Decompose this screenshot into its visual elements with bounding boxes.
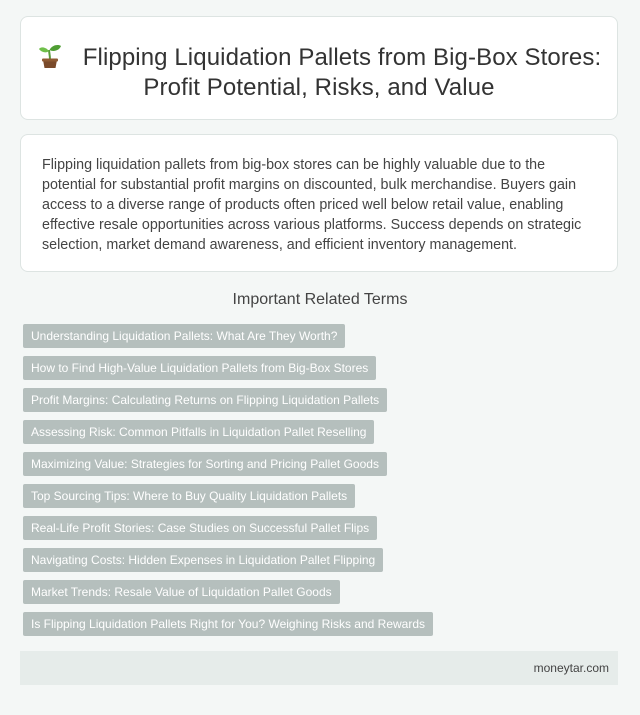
related-term[interactable]: Maximizing Value: Strategies for Sorting and Pricing Pallet Goods [23, 452, 387, 476]
related-term[interactable]: Is Flipping Liquidation Pallets Right for You? Weighing Risks and Rewards [23, 612, 433, 636]
description-card [20, 134, 618, 272]
related-term[interactable]: Market Trends: Resale Value of Liquidation Pallet Goods [23, 580, 340, 604]
related-term[interactable]: Understanding Liquidation Pallets: What Are They Worth? [23, 324, 345, 348]
sprout-icon [37, 43, 63, 69]
footer-site-link[interactable]: moneytar.com [533, 661, 609, 675]
related-term[interactable]: Real-Life Profit Stories: Case Studies on Successful Pallet Flips [23, 516, 377, 540]
related-terms-list [23, 324, 433, 644]
page-title-text: Flipping Liquidation Pallets from Big-Box Stores: Profit Potential, Risks, and Value [82, 44, 602, 101]
related-term[interactable]: How to Find High-Value Liquidation Pallets from Big-Box Stores [23, 356, 376, 380]
title-card [20, 16, 618, 120]
description-text: Flipping liquidation pallets from big-box stores can be highly valuable due to the potential for substantial profit margins on discounted, bulk merchandise. Buyers gain access to a diverse range of products often priced well below retail value, enabling effective resale opportunities across various platforms. Success depends on strategic selection, market demand awareness, and efficient inventory management. [42, 157, 582, 253]
related-term[interactable]: Assessing Risk: Common Pitfalls in Liquidation Pallet Reselling [23, 420, 374, 444]
related-terms-heading: Important Related Terms [232, 291, 408, 308]
page-title [21, 43, 617, 103]
related-term[interactable]: Top Sourcing Tips: Where to Buy Quality Liquidation Pallets [23, 484, 355, 508]
related-term[interactable]: Navigating Costs: Hidden Expenses in Liquidation Pallet Flipping [23, 548, 383, 572]
footer [20, 651, 618, 685]
related-term[interactable]: Profit Margins: Calculating Returns on Flipping Liquidation Pallets [23, 388, 387, 412]
